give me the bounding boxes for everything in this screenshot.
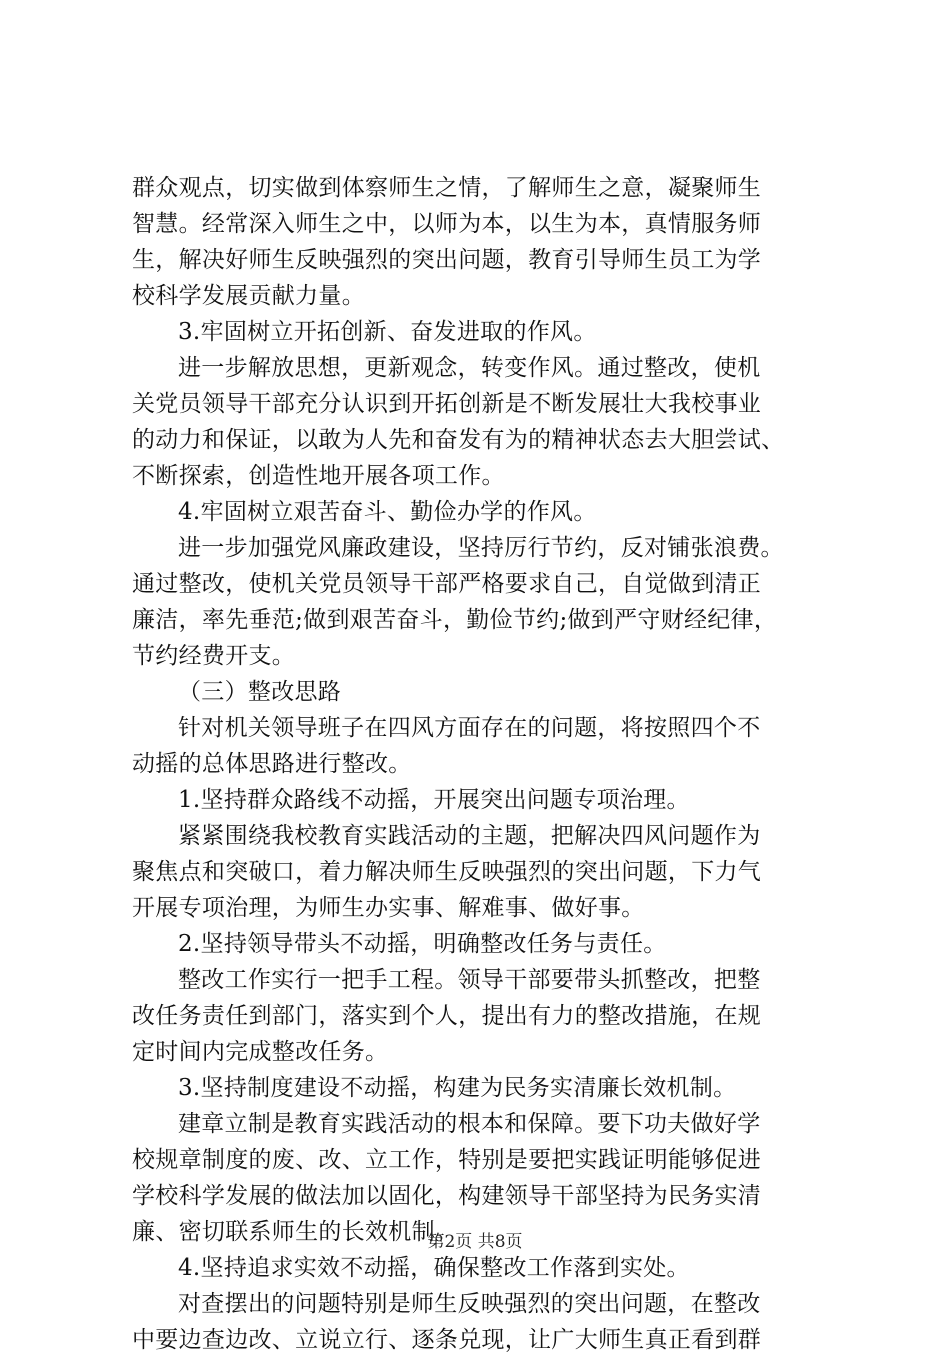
- text-line: 改任务责任到部门，落实到个人，提出有力的整改措施，在规: [132, 1003, 762, 1029]
- item-heading: 1.坚持群众路线不动摇，开展突出问题专项治理。: [178, 787, 690, 813]
- paragraph-start: 针对机关领导班子在四风方面存在的问题，将按照四个不: [178, 715, 761, 741]
- item-heading: 4.牢固树立艰苦奋斗、勤俭办学的作风。: [178, 499, 597, 525]
- paragraph-start: 对查摆出的问题特别是师生反映强烈的突出问题，在整改: [178, 1291, 761, 1317]
- text-line: 校规章制度的废、改、立工作，特别是要把实践证明能够促进: [132, 1147, 762, 1173]
- text-line: 廉洁，率先垂范;做到艰苦奋斗，勤俭节约;做到严守财经纪律，: [132, 607, 778, 633]
- text-line: 定时间内完成整改任务。: [132, 1039, 389, 1065]
- paragraph-start: 整改工作实行一把手工程。领导干部要带头抓整改，把整: [178, 967, 761, 993]
- paragraph-start: 进一步解放思想，更新观念，转变作风。通过整改，使机: [178, 355, 761, 381]
- body-text: [132, 170, 837, 1358]
- text-line: 学校科学发展的做法加以固化，构建领导干部坚持为民务实清: [132, 1183, 762, 1209]
- text-line: 廉、密切联系师生的长效机制。: [132, 1219, 459, 1245]
- text-line: 开展专项治理，为师生办实事、解难事、做好事。: [132, 895, 645, 921]
- paragraph-start: 进一步加强党风廉政建设，坚持厉行节约，反对铺张浪费。: [178, 535, 784, 561]
- text-line: 生，解决好师生反映强烈的突出问题，教育引导师生员工为学: [132, 247, 762, 273]
- text-line: 的动力和保证，以敢为人先和奋发有为的精神状态去大胆尝试、: [132, 427, 785, 453]
- item-heading: 4.坚持追求实效不动摇，确保整改工作落到实处。: [178, 1255, 690, 1281]
- item-heading: 3.坚持制度建设不动摇，构建为民务实清廉长效机制。: [178, 1075, 737, 1101]
- text-line: 校科学发展贡献力量。: [132, 283, 365, 309]
- text-line: 通过整改，使机关党员领导干部严格要求自己，自觉做到清正: [132, 571, 762, 597]
- text-line: 聚焦点和突破口，着力解决师生反映强烈的突出问题，下力气: [132, 859, 762, 885]
- text-line: 群众观点，切实做到体察师生之情，了解师生之意，凝聚师生: [132, 175, 762, 201]
- text-line: 动摇的总体思路进行整改。: [132, 751, 412, 777]
- text-line: 节约经费开支。: [132, 643, 296, 669]
- paragraph-start: 紧紧围绕我校教育实践活动的主题，把解决四风问题作为: [178, 823, 761, 849]
- text-line: 关党员领导干部充分认识到开拓创新是不断发展壮大我校事业: [132, 391, 762, 417]
- item-heading: 2.坚持领导带头不动摇，明确整改任务与责任。: [178, 931, 667, 957]
- text-line: 不断探索，创造性地开展各项工作。: [132, 463, 505, 489]
- page-number-footer: 第2页 共8页: [427, 1232, 523, 1252]
- text-line: 中要边查边改、立说立行、逐条兑现，让广大师生真正看到群: [132, 1327, 762, 1353]
- paragraph-start: 建章立制是教育实践活动的根本和保障。要下功夫做好学: [178, 1111, 761, 1137]
- section-heading: （三）整改思路: [178, 679, 342, 705]
- text-line: 智慧。经常深入师生之中，以师为本，以生为本，真情服务师: [132, 211, 762, 237]
- item-heading: 3.牢固树立开拓创新、奋发进取的作风。: [178, 319, 597, 345]
